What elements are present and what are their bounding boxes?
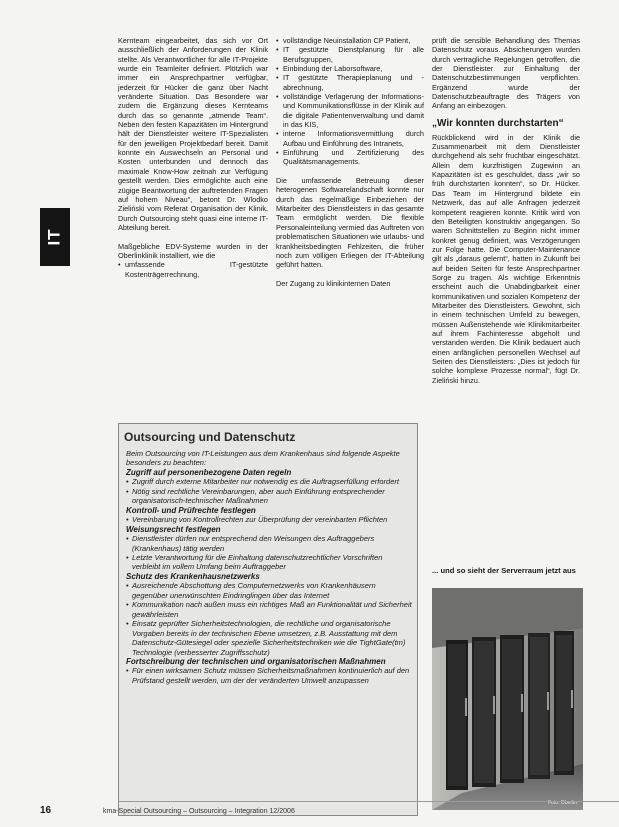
bullet-icon: • <box>126 619 129 629</box>
bullet-item <box>126 581 412 600</box>
bullet-text: Ausreichende Abschottung des Computernetzwerks von Krankenhäusern gegenüber unerwünschten Eindringlingen über das Internet <box>132 581 376 600</box>
bullet-icon: • <box>118 260 121 270</box>
info-box-body <box>126 449 412 685</box>
paragraph: prüft die sensible Behandlung des Themas Datenschutz voraus. Absicherungen wurden durch vertragliche Regelungen getroffen, die der Dienstleister zur Einhaltung der Datenschutzbestimmungen verpflichten. Ergänzend wurde der Datenschutzbeauftragte des Trägers von Anfang an einbezogen. <box>432 36 580 111</box>
bullet-text: Einführung und Zertifizierung des Qualitätsmanagements. <box>283 148 424 167</box>
bullet-text: Kommunikation nach außen muss ein richtiges Maß an Funktionalität und Sicherheit gewährleisten <box>132 600 412 619</box>
bullet-text: Einbindung der Laborsoftware, <box>283 64 383 74</box>
bullet-list <box>276 36 424 167</box>
bullet-icon: • <box>126 515 129 525</box>
bullet-item <box>276 45 424 64</box>
bullet-icon: • <box>126 552 129 562</box>
bullet-item <box>126 553 412 572</box>
bullet-icon: • <box>276 92 279 102</box>
info-box-section-heading: Weisungsrecht festlegen <box>126 524 221 534</box>
bullet-icon: • <box>126 486 129 496</box>
photo-credit: Foto: Oberlin <box>548 800 577 806</box>
bullet-icon: • <box>126 581 129 591</box>
page-number: 16 <box>40 805 52 816</box>
bullet-item <box>276 64 424 73</box>
paragraph: Die umfassende Betreuung dieser heterogenen Softwarelandschaft konnte nur durch das regelmäßige Einbeziehen der Mitarbeiter des Dienstleisters in das gesamte Team ermöglicht werden. Die flexible Personaleinteilung vermied das Auftreten von problematischen Situationen wie urlaubs- und krankheitsbedingten Fehlzeiten, die früher noch zum völligen Erliegen der IT-Abteilung geführt hatten. <box>276 176 424 270</box>
text-column-1 <box>118 36 268 279</box>
bullet-icon: • <box>126 666 129 676</box>
section-tab-label: IT <box>44 228 64 246</box>
info-box-section-heading: Zugriff auf personenbezogene Daten regeln <box>126 467 292 477</box>
bullet-item <box>126 515 412 524</box>
bullet-icon: • <box>276 36 279 45</box>
bullet-text: Vereinbarung von Kontrollrechten zur Überprüfung der vereinbarten Pflichten <box>132 515 388 525</box>
bullet-text: Für einen wirksamen Schutz müssen Sicherheitsmaßnahmen kontinuierlich auf den Prüfstand gestellt werden, um der der veränderten Umwelt anzupassen <box>132 666 410 685</box>
server-room-illustration <box>432 588 583 810</box>
bullet-item <box>276 148 424 167</box>
bullet-text: Letzte Verantwortung für die Einhaltung datenschutzrechtlicher Vorschriften verbleibt im vollem Umfang beim Auftraggeber <box>132 552 383 572</box>
bullet-text: Zugriff durch externe Mitarbeiter nur notwendig es die Auftragserfüllung erfordert <box>132 477 399 487</box>
text-column-3 <box>432 36 580 394</box>
bullet-text: interne Informationsvermittlung durch Aufbau und Einführung des Intranets, <box>283 129 424 148</box>
page-footer <box>40 806 580 816</box>
bullet-text: vollständige Neuinstallation CP Patient, <box>283 36 411 45</box>
bullet-icon: • <box>276 45 279 55</box>
bullet-item <box>276 73 424 92</box>
bullet-item <box>118 260 268 279</box>
bullet-icon: • <box>126 600 129 610</box>
bullet-item <box>126 600 412 619</box>
paragraph: Der Zugang zu klinikinternen Daten <box>276 278 391 288</box>
bullet-item <box>126 534 412 553</box>
bullet-icon: • <box>276 148 279 158</box>
text-column-2 <box>276 36 424 297</box>
bullet-item <box>126 666 412 685</box>
footer-rule <box>118 801 619 802</box>
server-room-photo <box>432 588 583 810</box>
info-box-section-heading: Schutz des Krankenhausnetzwerks <box>126 571 260 581</box>
bullet-text: umfassende IT-gestützte Kostenträgerrechnung, <box>125 260 268 279</box>
bullet-item <box>126 619 412 657</box>
bullet-icon: • <box>276 73 279 83</box>
photo-caption: ... und so sieht der Serverraum jetzt aus <box>432 566 576 575</box>
bullet-text: vollständige Verlagerung der Informations- und Kommunikationsflüsse in der Klinik auf die digitale Patientenverwaltung und damit in das KIS, <box>283 92 424 130</box>
bullet-item <box>126 477 412 486</box>
bullet-icon: • <box>276 129 279 139</box>
bullet-item <box>126 487 412 506</box>
bullet-icon: • <box>276 64 279 74</box>
info-box-title: Outsourcing und Datenschutz <box>124 430 296 444</box>
bullet-icon: • <box>126 534 129 544</box>
info-box <box>118 423 418 816</box>
bullet-item <box>276 129 424 148</box>
bullet-text: IT gestützte Dienstplanung für alle Berufsgruppen, <box>283 45 424 64</box>
paragraph: Rückblickend wird in der Klinik die Zusammenarbeit mit dem Dienstleister durchgehend als sehr fruchtbar eingeschätzt. Allein dem kurzfristigen Zugewinn an Kapazitäten ist es geschuldet, dass „wir so früh durchstarten konnten“, so Dr. Hücker. Das Team im Hintergrund bildete ein Netzwerk, das auf alle Anfragen jederzeit kompetent reagieren konnte. Kritik wird von den Beteiligten konstruktiv angegangen. So waren Schnittstellen zu Beginn nicht immer konkret genug definiert, was Verzögerungen zur Folge hatte. Die Computer-Maintenance gilt als „daraus gelernt“, hatten in Zukunft bei auf beiden Seiten für feste Ansprechpartner Sorge zu tragen. Als wichtige Erkenntnis erscheint auch die Unabdingbarkeit einer kommunikativen und sozialen Kompetenz der Mitarbeiter des Dienstleisters. Gewohnt, sich in einem technischen Umfeld zu bewegen, müssen Außenstehende wie Klinikmitarbeiter auf ihrem Fachinteresse abgeholt und verstanden werden. Die Klinik bedauert auch einen anfänglichen personellen Wechsel auf Seiten des Dienstleisters: „Dies ist jedoch für solche komplexe Prozesse normal“, fügt Dr. Zieliński hinzu. <box>432 132 580 385</box>
bullet-text: Dienstleister dürfen nur entsprechend den Weisungen des Auftraggebers (Krankenhaus) tätig werden <box>132 534 375 553</box>
bullet-text: Einsatz geprüfter Sicherheitstechnologien, die rechtliche und organisatorische Vorgaben bereits in der technischen Ebene umsetzen, z.B. Ausstattung mit dem Datenschutz-Gütesiegel oder spezielle Sicherheitstechniken wie die TightGate(tm) Technologie (verbesserter Zugriffsschutz) <box>132 619 406 657</box>
paragraph: Maßgebliche EDV-Systeme wurden in der Oberlinklinik installiert, wie die <box>118 241 268 260</box>
bullet-icon: • <box>126 477 129 487</box>
subheading: „Wir konnten durchstarten“ <box>432 117 564 129</box>
info-box-section-heading: Fortschreibung der technischen und organisatorischen Maßnahmen <box>126 656 386 666</box>
bullet-item <box>276 92 424 129</box>
bullet-text: Nötig sind rechtliche Vereinbarungen, aber auch Einführung entsprechender organisatorisch-technischer Maßnahmen <box>132 486 385 506</box>
info-box-intro: Beim Outsourcing von IT-Leistungen aus dem Krankenhaus sind folgende Aspekte besonders zu beachten: <box>126 449 400 468</box>
section-tab <box>40 208 70 266</box>
footer-text: kma-Special Outsourcing – Outsourcing – Integration 12/2006 <box>103 808 295 815</box>
info-box-section-heading: Kontroll- und Prüfrechte festlegen <box>126 505 256 515</box>
bullet-item <box>276 36 424 45</box>
bullet-text: IT gestützte Therapieplanung und -abrechnung, <box>283 73 424 92</box>
paragraph: Kernteam eingearbeitet, das sich vor Ort ausschließlich der Anforderungen der Klinik stellte. Als Verantwortlicher für alle IT-Projekte wurde ein Teamleiter definiert. Plötzlich war immer ein Ansprechpartner verfügbar, jederzeit für Hücker die ganz über Nacht veränderte Situation. Das Besondere war zudem die Ergänzung dieses Kernteams durch das so genannte „atmende Team“. Neben den festen Kapazitäten im Hintergrund hält der Dienstleister weitere IT-Spezialisten für den jeweiligen Projektbedarf bereit. Damit konnte ein Auswechseln an Personal und Kosten unterbunden und dennoch das maximale Know-How zeitnah zur Verfügung gestellt werden. Dies ermöglichte auch eine zügige Beantwortung der auftretenden Fragen auf hohem Niveau“, betont Dr. Wlodko Zieliński vom Referat Organisation der Klinik. Durch Outsourcing steht quasi eine interne IT-Abteilung bereit. <box>118 36 268 232</box>
